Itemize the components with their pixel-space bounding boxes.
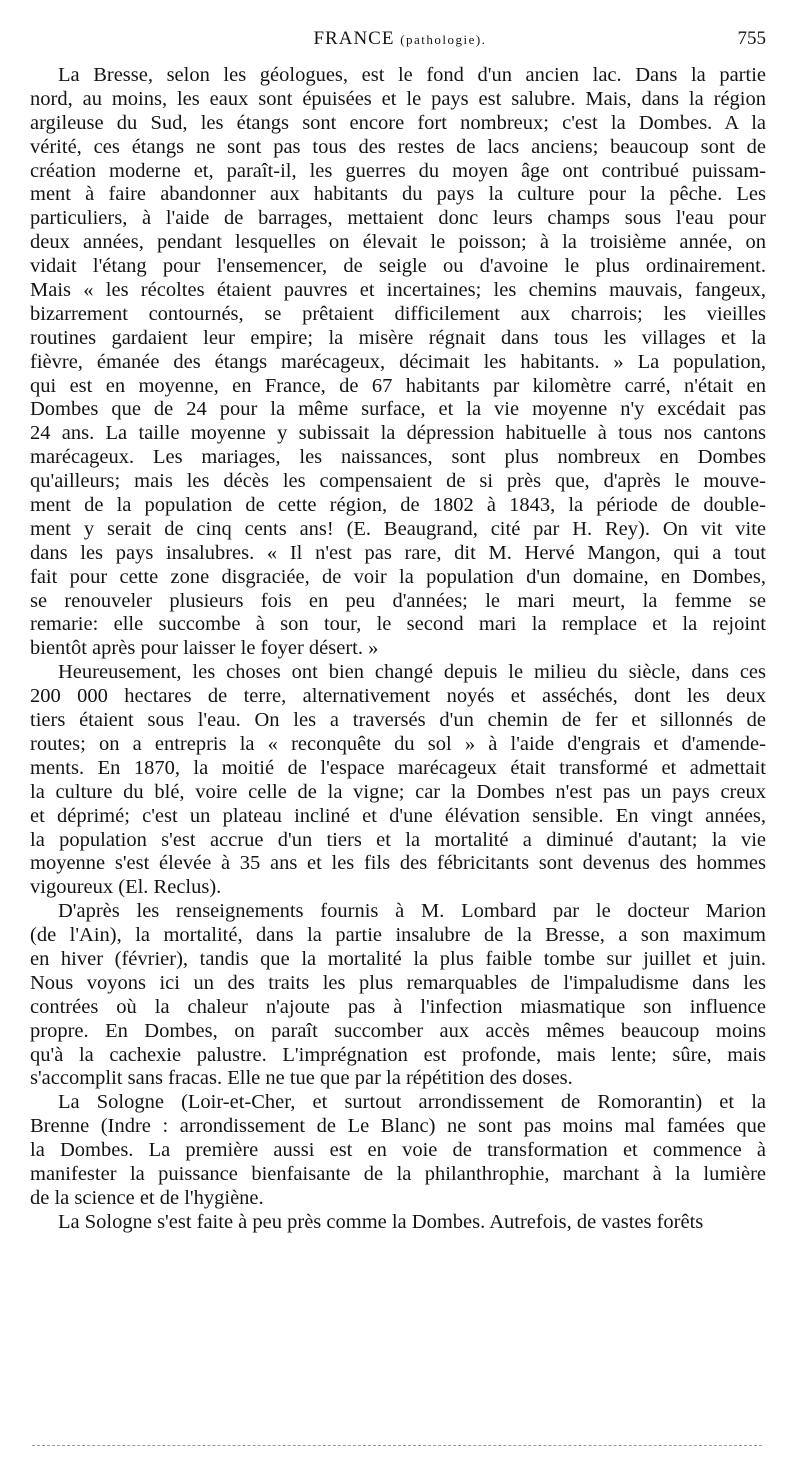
text-line: remarie: elle succombe à son tour, le second mari la remplace et la rejoint <box>30 613 766 636</box>
header-title-sub: (pathologie). <box>400 32 487 47</box>
text-line: manifester la puissance bienfaisante de la philanthrophie, marchant à la lumière <box>30 1162 766 1185</box>
body-text <box>30 64 766 1235</box>
text-line: Brenne (Indre : arrondissement de Le Blanc) ne sont pas moins mal famées que <box>30 1115 766 1138</box>
text-line: La Sologne s'est faite à peu près comme la Dombes. Autrefois, de vastes forêts <box>58 1210 704 1233</box>
text-line: bizarrement contournés, se prêtaient difficilement aux charrois; les vieilles <box>30 302 766 325</box>
text-line: la culture du blé, voire celle de la vigne; car la Dombes n'est pas un pays creux <box>30 780 766 803</box>
footer-dashed-rule <box>32 1445 762 1446</box>
text-line: particuliers, à l'aide de barrages, mettaient donc leurs champs sous l'eau pour <box>30 207 766 230</box>
text-line: vérité, ces étangs ne sont pas tous des restes de lacs anciens; beaucoup sont de <box>30 135 766 158</box>
text-line: vidait l'étang pour l'ensemencer, de seigle ou d'avoine le plus ordinairement. <box>30 255 766 278</box>
running-header <box>30 28 770 56</box>
text-line: (de l'Ain), la mortalité, dans la partie insalubre de la Bresse, a son maximum <box>30 924 766 947</box>
text-line: qu'à la cachexie palustre. L'imprégnation est profonde, mais lente; sûre, mais <box>30 1043 766 1066</box>
text-line: fait pour cette zone disgraciée, de voir la population d'un domaine, en Dombes, <box>30 565 766 588</box>
text-line: qu'ailleurs; mais les décès les compensaient de si près que, d'après le mouve- <box>30 470 766 493</box>
text-line: se renouveler plusieurs fois en peu d'années; le mari meurt, la femme se <box>30 589 766 612</box>
paragraph <box>30 64 766 661</box>
paragraph <box>30 661 766 900</box>
text-line: Heureusement, les choses ont bien changé depuis le milieu du siècle, dans ces <box>58 661 766 684</box>
text-line: contrées où la chaleur n'ajoute pas à l'infection miasmatique son influence <box>30 995 766 1018</box>
text-line: qui est en moyenne, en France, de 67 habitants par kilomètre carré, n'était en <box>30 374 766 397</box>
header-title <box>30 28 770 50</box>
text-line: La Bresse, selon les géologues, est le fond d'un ancien lac. Dans la partie <box>58 64 766 86</box>
page-number: 755 <box>737 28 766 49</box>
text-line: fièvre, émanée des étangs marécageux, décimait les habitants. » La population, <box>30 350 766 373</box>
text-line: en hiver (février), tandis que la mortalité la plus faible tombe sur juillet et juin. <box>30 947 766 970</box>
text-line: marécageux. Les mariages, les naissances, sont plus nombreux en Dombes <box>30 446 766 469</box>
paragraph <box>30 1211 766 1235</box>
text-line: 200 000 hectares de terre, alternativement noyés et asséchés, dont les deux <box>30 685 766 708</box>
text-line: deux années, pendant lesquelles on élevait le poisson; à la troisième année, on <box>30 231 766 254</box>
text-line: Dombes que de 24 pour la même surface, et la vie moyenne n'y excédait pas <box>30 398 766 421</box>
text-line: Nous voyons ici un des traits les plus remarquables de l'impaludisme dans les <box>30 971 766 994</box>
text-line: nord, au moins, les eaux sont épuisées et le pays est salubre. Mais, dans la région <box>30 87 766 110</box>
text-line: dans les pays insalubres. « Il n'est pas rare, dit M. Hervé Mangon, qui a tout <box>30 541 766 564</box>
text-line: ments. En 1870, la moitié de l'espace marécageux était transformé et admettait <box>30 756 766 779</box>
text-line: de la science et de l'hygiène. <box>30 1186 264 1209</box>
text-line: tiers étaient sous l'eau. On les a traversés d'un chemin de fer et sillonnés de <box>30 709 766 732</box>
text-line: propre. En Dombes, on paraît succomber aux accès mêmes beaucoup moins <box>30 1019 766 1042</box>
text-line: routes; on a entrepris la « reconquête du sol » à l'aide d'engrais et d'amende- <box>30 732 766 755</box>
paragraph <box>30 1091 766 1210</box>
text-line: routines gardaient leur empire; la misère régnait dans tous les villages et la <box>30 326 766 349</box>
text-line: bientôt après pour laisser le foyer désert. » <box>30 637 379 660</box>
text-line: ment de la population de cette région, de 1802 à 1843, la période de double- <box>30 494 766 517</box>
text-line: et déprimé; c'est un plateau incliné et d'une élévation sensible. En vingt années, <box>30 804 766 827</box>
text-line: 24 ans. La taille moyenne y subissait la dépression habituelle à tous nos cantons <box>30 422 766 445</box>
text-line: ment à faire abandonner aux habitants du pays la culture pour la pêche. Les <box>30 183 766 206</box>
text-line: Mais « les récoltes étaient pauvres et incertaines; les chemins mauvais, fangeux, <box>30 279 766 302</box>
paragraph <box>30 900 766 1091</box>
text-line: vigoureux (El. Reclus). <box>30 876 222 899</box>
text-line: D'après les renseignements fournis à M. Lombard par le docteur Marion <box>58 900 766 923</box>
text-line: argileuse du Sud, les étangs sont encore fort nombreux; c'est la Dombes. A la <box>30 111 766 134</box>
text-line: la population s'est accrue d'un tiers et la mortalité a diminué d'autant; la vie <box>30 828 766 851</box>
text-line: création moderne et, paraît-il, les guerres du moyen âge ont contribué puissam- <box>30 159 766 182</box>
text-line: moyenne s'est élevée à 35 ans et les fils des fébricitants sont devenus des hommes <box>30 852 766 875</box>
text-line: ment y serait de cinq cents ans! (E. Beaugrand, cité par H. Rey). On vit vite <box>30 517 766 540</box>
text-line: la Dombes. La première aussi est en voie de transformation et commence à <box>30 1139 766 1162</box>
text-line: La Sologne (Loir-et-Cher, et surtout arrondissement de Romorantin) et la <box>58 1091 766 1114</box>
text-line: s'accomplit sans fracas. Elle ne tue que par la répétition des doses. <box>30 1067 573 1090</box>
header-title-main: FRANCE <box>313 28 395 49</box>
